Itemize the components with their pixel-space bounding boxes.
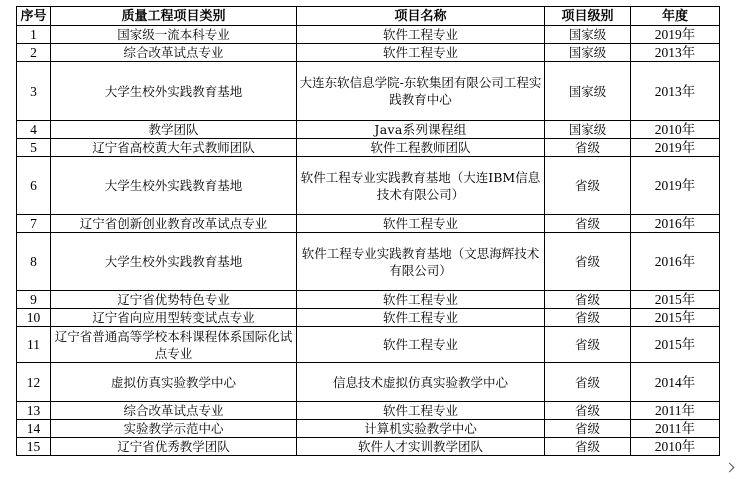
cell-category: 辽宁省高校黄大年式教师团队 (51, 139, 297, 157)
cell-level: 省级 (545, 327, 631, 363)
cell-level: 省级 (545, 309, 631, 327)
table-row (17, 62, 720, 121)
cell-year: 2016年 (631, 215, 720, 233)
table-row (17, 420, 720, 438)
cell-no: 6 (17, 157, 51, 215)
cell-category: 综合改革试点专业 (51, 402, 297, 420)
header-year: 年度 (631, 7, 720, 26)
cell-no: 3 (17, 62, 51, 121)
cell-year: 2013年 (631, 44, 720, 62)
quality-projects-table (16, 6, 720, 456)
cell-level: 省级 (545, 139, 631, 157)
cell-year: 2019年 (631, 139, 720, 157)
cell-name: 软件工程专业 (297, 402, 545, 420)
cell-category: 综合改革试点专业 (51, 44, 297, 62)
header-row (17, 7, 720, 26)
cell-category: 辽宁省创新创业教育改革试点专业 (51, 215, 297, 233)
cell-level: 省级 (545, 438, 631, 456)
cell-name: 软件工程专业 (297, 309, 545, 327)
cell-no: 12 (17, 363, 51, 402)
cell-name: 软件工程专业 (297, 26, 545, 44)
table-row (17, 233, 720, 291)
cell-no: 2 (17, 44, 51, 62)
cell-name: 软件工程专业实践教育基地（大连IBM信息技术有限公司） (297, 157, 545, 215)
cell-name: 软件人才实训教学团队 (297, 438, 545, 456)
cell-no: 11 (17, 327, 51, 363)
header-level: 项目级别 (545, 7, 631, 26)
cell-year: 2015年 (631, 327, 720, 363)
cell-level: 国家级 (545, 121, 631, 139)
cell-category: 大学生校外实践教育基地 (51, 233, 297, 291)
cell-name: Java系列课程组 (297, 121, 545, 139)
cell-category: 辽宁省优秀教学团队 (51, 438, 297, 456)
cell-year: 2011年 (631, 420, 720, 438)
cell-year: 2014年 (631, 363, 720, 402)
cell-name: 软件工程专业 (297, 44, 545, 62)
cell-no: 1 (17, 26, 51, 44)
table-row (17, 139, 720, 157)
cell-level: 省级 (545, 291, 631, 309)
table-row (17, 363, 720, 402)
cell-name: 信息技术虚拟仿真实验教学中心 (297, 363, 545, 402)
cell-name: 软件工程教师团队 (297, 139, 545, 157)
cell-level: 省级 (545, 363, 631, 402)
table-row (17, 291, 720, 309)
cell-year: 2019年 (631, 26, 720, 44)
table-row (17, 438, 720, 456)
cell-category: 实验教学示范中心 (51, 420, 297, 438)
cell-level: 省级 (545, 420, 631, 438)
cell-year: 2015年 (631, 309, 720, 327)
cell-no: 7 (17, 215, 51, 233)
cell-year: 2013年 (631, 62, 720, 121)
cell-category: 虚拟仿真实验教学中心 (51, 363, 297, 402)
header-name: 项目名称 (297, 7, 545, 26)
table-row (17, 44, 720, 62)
cell-category: 辽宁省优势特色专业 (51, 291, 297, 309)
table-row (17, 121, 720, 139)
cell-no: 13 (17, 402, 51, 420)
cell-category: 大学生校外实践教育基地 (51, 62, 297, 121)
cell-name: 软件工程专业实践教育基地（文思海辉技术有限公司） (297, 233, 545, 291)
cell-no: 15 (17, 438, 51, 456)
cell-level: 国家级 (545, 62, 631, 121)
cell-category: 教学团队 (51, 121, 297, 139)
cell-level: 省级 (545, 233, 631, 291)
cell-category: 大学生校外实践教育基地 (51, 157, 297, 215)
corner-mark-icon (725, 463, 735, 473)
cell-level: 省级 (545, 215, 631, 233)
cell-level: 国家级 (545, 44, 631, 62)
cell-no: 10 (17, 309, 51, 327)
cell-no: 5 (17, 139, 51, 157)
table-row (17, 157, 720, 215)
cell-no: 4 (17, 121, 51, 139)
cell-name: 大连东软信息学院-东软集团有限公司工程实践教育中心 (297, 62, 545, 121)
cell-year: 2016年 (631, 233, 720, 291)
cell-year: 2010年 (631, 438, 720, 456)
cell-year: 2010年 (631, 121, 720, 139)
cell-category: 辽宁省普通高等学校本科课程体系国际化试点专业 (51, 327, 297, 363)
table-row (17, 402, 720, 420)
cell-level: 省级 (545, 402, 631, 420)
cell-year: 2015年 (631, 291, 720, 309)
cell-category: 辽宁省向应用型转变试点专业 (51, 309, 297, 327)
cell-name: 软件工程专业 (297, 291, 545, 309)
table-row (17, 26, 720, 44)
cell-year: 2011年 (631, 402, 720, 420)
table-row (17, 327, 720, 363)
table-row (17, 215, 720, 233)
header-category: 质量工程项目类别 (51, 7, 297, 26)
cell-category: 国家级一流本科专业 (51, 26, 297, 44)
cell-no: 14 (17, 420, 51, 438)
cell-level: 国家级 (545, 26, 631, 44)
cell-year: 2019年 (631, 157, 720, 215)
cell-level: 省级 (545, 157, 631, 215)
header-no: 序号 (17, 7, 51, 26)
cell-name: 软件工程专业 (297, 215, 545, 233)
cell-name: 计算机实验教学中心 (297, 420, 545, 438)
cell-no: 8 (17, 233, 51, 291)
table-row (17, 309, 720, 327)
cell-name: 软件工程专业 (297, 327, 545, 363)
cell-no: 9 (17, 291, 51, 309)
